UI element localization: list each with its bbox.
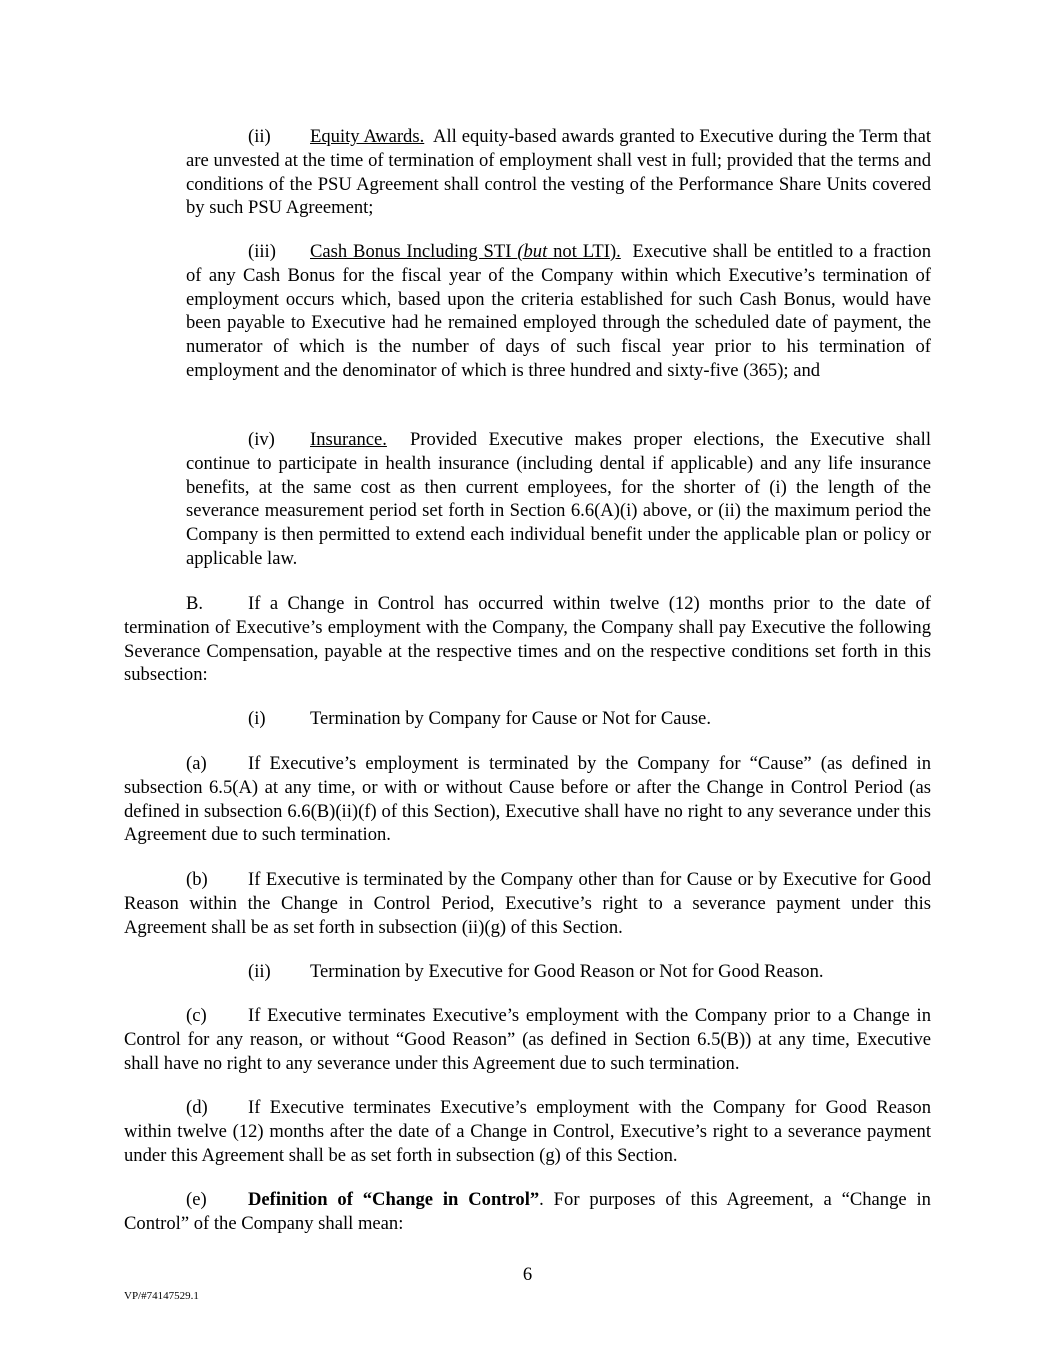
paragraph-d (124, 1096, 931, 1167)
heading-number: (ii) (248, 961, 271, 982)
page-number: 6 (522, 1264, 533, 1285)
item-insurance (186, 428, 931, 571)
paragraph-c (124, 1004, 931, 1075)
paragraph-text: If Executive terminates Executive’s employment with the Company prior to a Change in Control for any reason, or without “Good Reason” (as defined in Section 6.5(B)) at any time, Executive shall have no right to any severance under this Agreement due to such termination. (124, 1005, 931, 1074)
paragraph-a (124, 752, 931, 847)
paragraph-number: (b) (186, 869, 208, 890)
paragraph-number: (c) (186, 1005, 207, 1026)
heading-number: (i) (248, 708, 266, 729)
item-text: All equity-based awards granted to Executive during the Term that are unvested at the time of termination of employment shall vest in full; provided that the terms and conditions of the PSU Agreement shall control the vesting of the Performance Share Units covered by such PSU Agreement; (186, 126, 931, 219)
heading-text: Termination by Company for Cause or Not for Cause. (310, 708, 711, 729)
item-cash-bonus (186, 240, 931, 383)
heading-text: Termination by Executive for Good Reason or Not for Good Reason. (310, 961, 824, 982)
item-number: (ii) (248, 126, 271, 147)
section-text: If a Change in Control has occurred within twelve (12) months prior to the date of termination of Executive’s employment with the Company, the Company shall pay Executive the following Severance Compensation, payable at the respective times and on the respective conditions set forth in this subsection: (124, 593, 931, 686)
paragraph-text: . For purposes of this Agreement, a “Change in Control” of the Company shall mean: (124, 1189, 931, 1234)
item-equity-awards (186, 125, 931, 220)
paragraph-text: If Executive is terminated by the Company other than for Cause or by Executive for Good Reason within the Change in Control Period, Executive’s right to a severance payment under this Agreement shall be as set forth in subsection (ii)(g) of this Section. (124, 869, 931, 938)
paragraph-text: If Executive terminates Executive’s employment with the Company for Good Reason within twelve (12) months after the date of a Change in Control, Executive’s right to a severance payment under this Agreement shall be as set forth in subsection (g) of this Section. (124, 1097, 931, 1166)
heading-termination-by-executive (248, 960, 948, 984)
item-title: Equity Awards. (310, 126, 425, 147)
paragraph-number: (e) (186, 1189, 207, 1210)
paragraph-b (124, 868, 931, 939)
item-title-part-2: (but (517, 241, 548, 262)
item-title-part-1: Cash Bonus Including STI (310, 241, 518, 262)
item-text: Provided Executive makes proper elections, the Executive shall continue to participate in health insurance (including dental if applicable) and any life insurance benefits, at the same cost as then current employees, for the shorter of (i) the length of the severance measurement period set forth in Section 6.6(A)(i) above, or (ii) the maximum period the Company is then permitted to extend each individual benefit under the applicable plan or policy or applicable law. (186, 429, 932, 569)
paragraph-number: (d) (186, 1097, 208, 1118)
item-text: Executive shall be entitled to a fraction of any Cash Bonus for the fiscal year of the Company within which Executive’s termination of employment occurs which, based upon the criteria established for such Cash Bonus, would have been payable to Executive had he remained employed through the scheduled date of payment, the numerator of which is the number of days of such fiscal year prior to his termination of employment and the denominator of which is three hundred and sixty-five (365); and (186, 241, 931, 381)
paragraph-text: If Executive’s employment is terminated by the Company for “Cause” (as defined in subsection 6.5(A) at any time, or with or without Cause before or after the Change in Control Period (as defined in subsection 6.6(B)(ii)(f) of this Section), Executive shall have no right to any severance under this Agreement due to such termination. (124, 753, 931, 846)
heading-termination-by-company (248, 707, 948, 731)
section-b (124, 592, 931, 687)
item-number: (iii) (248, 241, 276, 262)
paragraph-e (124, 1188, 931, 1236)
item-title-part-3: not LTI). (547, 241, 621, 262)
section-number: B. (186, 593, 204, 614)
item-title: Insurance. (310, 429, 387, 450)
document-id: VP/#74147529.1 (124, 1290, 199, 1302)
paragraph-number: (a) (186, 753, 207, 774)
item-number: (iv) (248, 429, 275, 450)
paragraph-title: Definition of “Change in Control” (248, 1189, 540, 1210)
